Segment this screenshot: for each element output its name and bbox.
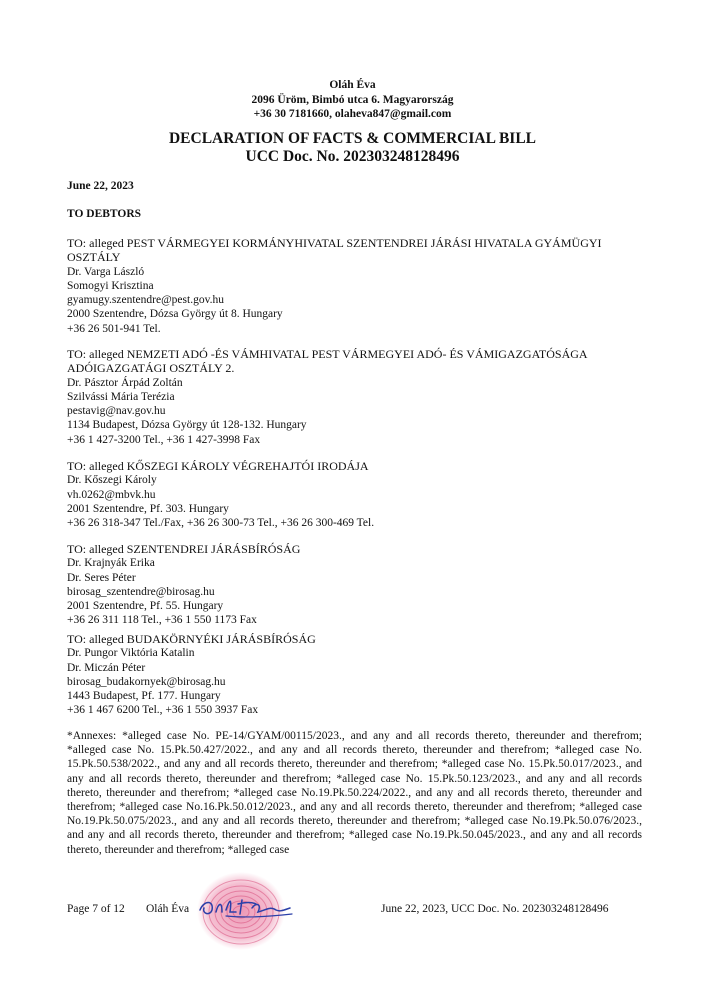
debtor-person: Dr. Varga László	[67, 265, 145, 278]
debtor-person: Dr. Seres Péter	[67, 571, 136, 584]
debtor-person: Dr. Miczán Péter	[67, 661, 146, 674]
debtor-email: vh.0262@mbvk.hu	[67, 488, 156, 501]
debtor-phone: +36 26 501-941 Tel.	[67, 322, 161, 335]
signature-icon	[196, 892, 296, 922]
debtor-heading: TO: alleged SZENTENDREI JÁRÁSBÍRÓSÁG	[67, 542, 301, 556]
sender-contact: +36 30 7181660, olaheva847@gmail.com	[253, 108, 452, 120]
debtor-person: Dr. Pungor Viktória Katalin	[67, 647, 195, 660]
debtor-email: birosag_szentendre@birosag.hu	[67, 585, 215, 598]
debtor-email: gyamugy.szentendre@pest.gov.hu	[67, 294, 224, 307]
debtor-address: 1443 Budapest, Pf. 177. Hungary	[67, 690, 221, 703]
debtor-person: Somogyi Krisztina	[67, 279, 154, 292]
title-line-2: UCC Doc. No. 202303248128496	[245, 148, 460, 165]
debtor-block-1	[67, 236, 642, 336]
footer-signer-name: Oláh Éva	[146, 903, 190, 915]
debtor-block-2	[67, 347, 642, 447]
debtor-phone: +36 1 427-3200 Tel., +36 1 427-3998 Fax	[67, 433, 261, 446]
debtor-person: Dr. Pásztor Árpád Zoltán	[67, 376, 183, 389]
to-debtors-heading: TO DEBTORS	[67, 208, 142, 220]
document-date: June 22, 2023	[67, 180, 134, 192]
debtor-block-3	[67, 459, 642, 530]
document-title	[0, 130, 705, 166]
debtor-heading: TO: alleged BUDAKÖRNYÉKI JÁRÁSBÍRÓSÁG	[67, 632, 316, 646]
debtor-phone: +36 26 318-347 Tel./Fax, +36 26 300-73 Tel., +36 26 300-469 Tel.	[67, 517, 375, 530]
annexes-paragraph: *Annexes: *alleged case No. PE-14/GYAM/00115/2023., and any and all records thereto, thereunder and therefrom; *alleged case No. 15.Pk.50.427/2022., and any and all records thereto, thereunder and therefrom; *alleged case No. 15.Pk.50.538/2022., and any and all records thereto, thereunder and therefrom; *alleged case No. 15.Pk.50.017/2023., and any and all records thereto, thereunder and therefrom; *alleged case No. 15.Pk.50.123/2023., and any and all records thereto, thereunder and therefrom; *alleged case No.19.Pk.50.224/2022., and any and all records thereto, thereunder and therefrom; *alleged case No.16.Pk.50.012/2023., and any and all records thereto, thereunder and therefrom; *alleged case No.19.Pk.50.075/2023., and any and all records thereto, thereunder and therefrom; *alleged case No.19.Pk.50.076/2023., and any and all records thereto, thereunder and therefrom; *alleged case No.19.Pk.50.045/2023., and any and all records thereto, thereunder and therefrom; *alleged case	[67, 730, 642, 856]
debtor-person: Dr. Krajnyák Erika	[67, 557, 155, 570]
sender-address: 2096 Üröm, Bimbó utca 6. Magyarország	[251, 93, 454, 106]
debtor-address: 2000 Szentendre, Dózsa György út 8. Hungary	[67, 308, 283, 321]
title-line-1: DECLARATION OF FACTS & COMMERCIAL BILL	[168, 130, 536, 147]
debtor-block-5	[67, 632, 642, 718]
debtor-email: birosag_budakornyek@birosag.hu	[67, 675, 226, 688]
debtor-phone: +36 1 467 6200 Tel., +36 1 550 3937 Fax	[67, 704, 259, 717]
footer-doc-reference: June 22, 2023, UCC Doc. No. 202303248128496	[381, 903, 609, 915]
debtor-heading: TO: alleged KŐSZEGI KÁROLY VÉGREHAJTÓI IRODÁJA	[67, 459, 369, 473]
debtor-block-4	[67, 542, 642, 628]
sender-header	[0, 78, 705, 122]
footer-page-number: Page 7 of 12	[67, 903, 125, 915]
debtor-phone: +36 26 311 118 Tel., +36 1 550 1173 Fax	[67, 614, 257, 627]
debtor-heading: TO: alleged PEST VÁRMEGYEI KORMÁNYHIVATAL SZENTENDREI JÁRÁSI HIVATALA GYÁMÜGYI OSZTÁLY	[67, 236, 602, 265]
debtor-heading: TO: alleged NEMZETI ADÓ -ÉS VÁMHIVATAL PEST VÁRMEGYEI ADÓ- ÉS VÁMIGAZGATÓSÁGA ADÓIGAZGATÁGI OSZTÁLY 2.	[67, 347, 587, 376]
debtor-address: 2001 Szentendre, Pf. 303. Hungary	[67, 502, 229, 515]
debtor-address: 1134 Budapest, Dózsa György út 128-132. Hungary	[67, 419, 307, 432]
sender-name: Oláh Éva	[329, 79, 376, 91]
debtor-email: pestavig@nav.gov.hu	[67, 405, 166, 418]
debtor-person: Szilvássi Mária Terézia	[67, 390, 175, 403]
debtor-address: 2001 Szentendre, Pf. 55. Hungary	[67, 600, 224, 613]
debtor-person: Dr. Kőszegi Károly	[67, 474, 157, 487]
